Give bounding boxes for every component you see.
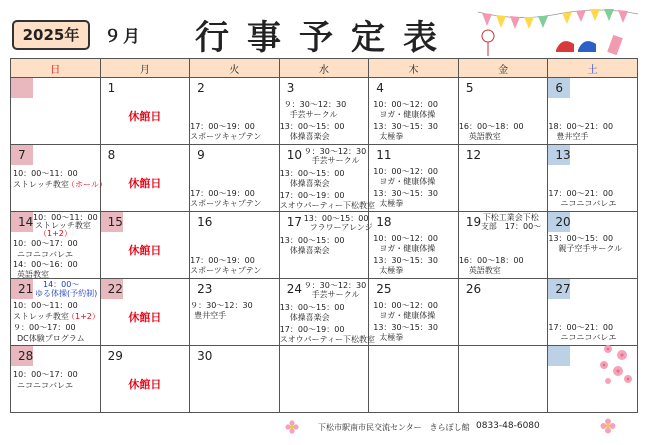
day-number: 8 bbox=[107, 148, 116, 162]
event-text: 体操喜楽会 bbox=[289, 132, 330, 141]
calendar-day-cell bbox=[11, 279, 101, 346]
event-text: ヨガ・健康体操 bbox=[379, 177, 436, 186]
saturday-marker bbox=[548, 346, 570, 366]
calendar-day-cell bbox=[190, 279, 280, 346]
day-number: 19 bbox=[465, 215, 482, 229]
calendar-day-cell bbox=[369, 212, 459, 279]
weekday-header-row bbox=[11, 59, 638, 78]
event-text: 14：00～16：00 bbox=[13, 260, 78, 269]
calendar-day-cell bbox=[190, 145, 280, 212]
event-text: ニコニコバレエ bbox=[17, 250, 73, 259]
day-number: 23 bbox=[197, 282, 213, 296]
calendar-day-cell bbox=[100, 212, 190, 279]
event-text: 豊井空手 bbox=[556, 132, 589, 141]
weekday-header: 木 bbox=[369, 59, 459, 78]
day-number: 3 bbox=[286, 81, 295, 95]
calendar-day-cell bbox=[369, 279, 459, 346]
event-text: 10：00～11：00 bbox=[33, 213, 98, 222]
calendar-day-cell bbox=[11, 346, 101, 413]
event-text: ストレッチ教室 bbox=[35, 221, 91, 230]
event-text: （1+2） bbox=[39, 229, 72, 238]
event-text: 手芸サークル bbox=[311, 290, 360, 299]
event-text: 13：00～15：00 bbox=[279, 169, 345, 178]
calendar-day-cell bbox=[100, 279, 190, 346]
day-number: 28 bbox=[18, 349, 34, 363]
event-text: ニコニコバレエ bbox=[560, 199, 617, 208]
event-text: 豊井空手 bbox=[194, 311, 227, 320]
event-text: 太極拳 bbox=[379, 266, 404, 275]
calendar-table bbox=[10, 58, 638, 413]
event-text: 英語教室 bbox=[468, 132, 501, 141]
event-text: 10：00～11：00 bbox=[13, 169, 78, 178]
event-text: 体操喜楽会 bbox=[289, 246, 330, 255]
closed-day-label: 休館日 bbox=[128, 244, 162, 257]
event-text: 13：00～15：00 bbox=[303, 214, 369, 223]
day-number: 6 bbox=[555, 81, 564, 95]
closed-day-label: 休館日 bbox=[128, 177, 162, 190]
event-text: 10：00～17：00 bbox=[13, 370, 78, 379]
day-number: 7 bbox=[18, 148, 26, 162]
calendar-week-row bbox=[11, 145, 638, 212]
event-text: 体操喜楽会 bbox=[289, 179, 330, 188]
calendar-day-cell bbox=[100, 145, 190, 212]
event-text: スポーツキャプテン bbox=[190, 266, 262, 275]
event-text: 16：00～18：00 bbox=[458, 122, 524, 131]
day-number: 14 bbox=[18, 215, 34, 229]
event-text: 13：00～15：00 bbox=[279, 236, 345, 245]
event-text: 10：00～11：00 bbox=[13, 301, 78, 310]
event-text: 17：00～21：00 bbox=[548, 323, 614, 332]
day-number: 10 bbox=[286, 148, 302, 162]
day-number: 24 bbox=[286, 282, 302, 296]
calendar-day-cell bbox=[279, 346, 369, 413]
calendar-day-cell bbox=[458, 212, 548, 279]
event-text: 10：00～17：00 bbox=[13, 239, 78, 248]
calendar-day-cell bbox=[11, 145, 107, 212]
day-number: 16 bbox=[197, 215, 213, 229]
calendar-day-cell bbox=[548, 212, 638, 279]
weekday-header: 火 bbox=[190, 59, 280, 78]
day-number: 2 bbox=[197, 81, 205, 95]
calendar-day-cell bbox=[190, 78, 280, 145]
event-text: 太極拳 bbox=[379, 132, 404, 141]
calendar-day-cell bbox=[458, 78, 548, 145]
day-number: 4 bbox=[376, 81, 384, 95]
closed-day-label: 休館日 bbox=[128, 311, 162, 324]
event-text: 手芸サークル bbox=[311, 156, 360, 165]
calendar-week-row bbox=[11, 212, 638, 279]
calendar-week-row bbox=[11, 346, 638, 413]
day-number: 30 bbox=[197, 349, 213, 363]
flower-icon bbox=[600, 418, 616, 434]
event-text: （ホール） bbox=[67, 180, 107, 189]
event-text: DC体験プログラム bbox=[17, 334, 85, 343]
day-number: 17 bbox=[286, 215, 302, 229]
calendar-body bbox=[11, 78, 638, 413]
event-text: 太極拳 bbox=[379, 199, 404, 208]
cosmos-flowers-decoration bbox=[596, 341, 636, 389]
day-number: 12 bbox=[465, 148, 482, 162]
event-text: ニコニコバレエ bbox=[560, 333, 617, 342]
event-text: 10：00～12：00 bbox=[373, 100, 438, 109]
event-text: ９：30～12：30 bbox=[303, 147, 367, 156]
day-number: 20 bbox=[555, 215, 571, 229]
event-text: 手芸サークル bbox=[289, 110, 338, 119]
month-label: ９月 bbox=[104, 27, 142, 47]
calendar-day-cell bbox=[190, 212, 280, 279]
day-number: 13 bbox=[555, 148, 571, 162]
event-text: フラワーアレンジ bbox=[309, 223, 373, 232]
calendar-day-cell bbox=[279, 212, 373, 279]
flower-icon bbox=[285, 420, 299, 434]
calendar-day-cell bbox=[11, 78, 101, 145]
event-text: 支部 17：00～ bbox=[480, 222, 542, 231]
event-text: ９：00～17：00 bbox=[13, 323, 76, 332]
event-text: 英語教室 bbox=[17, 270, 49, 279]
event-text: 13：30～15：30 bbox=[373, 122, 438, 131]
event-text: 13：00～15：00 bbox=[279, 122, 345, 131]
holiday-marker bbox=[11, 78, 33, 98]
weekday-header: 月 bbox=[100, 59, 190, 78]
event-text: 10：00～12：00 bbox=[373, 167, 438, 176]
weekday-header: 水 bbox=[279, 59, 369, 78]
day-number: 9 bbox=[197, 148, 205, 162]
weekday-header: 土 bbox=[548, 59, 638, 78]
calendar-day-cell bbox=[458, 279, 548, 346]
event-text: 17：00～19：00 bbox=[190, 122, 255, 131]
event-text: 18：00～21：00 bbox=[548, 122, 614, 131]
event-text: 10：00～12：00 bbox=[373, 234, 438, 243]
event-text: ヨガ・健康体操 bbox=[379, 311, 436, 320]
event-text: 体操喜楽会 bbox=[289, 313, 330, 322]
closed-day-label: 休館日 bbox=[128, 110, 162, 123]
calendar-day-cell bbox=[279, 78, 369, 145]
calendar-day-cell bbox=[458, 346, 548, 413]
calendar-day-cell bbox=[369, 145, 459, 212]
page-title: 行事予定表 bbox=[195, 18, 455, 58]
event-text: 太極拳 bbox=[379, 333, 404, 342]
calendar-week-row bbox=[11, 279, 638, 346]
event-text: ストレッチ教室 bbox=[13, 180, 69, 189]
event-text: 16：00～18：00 bbox=[458, 256, 524, 265]
event-text: 17：00～21：00 bbox=[548, 189, 614, 198]
event-text: スポーツキャプテン bbox=[190, 199, 262, 208]
weekday-header: 金 bbox=[458, 59, 548, 78]
event-text: ９：30～12：30 bbox=[190, 301, 253, 310]
event-text: ヨガ・健康体操 bbox=[379, 110, 436, 119]
event-text: 14：00～ bbox=[43, 280, 80, 289]
event-text: 親子空手サークル bbox=[558, 244, 623, 253]
event-text: スポーツキャプテン bbox=[190, 132, 262, 141]
event-text: 13：30～15：30 bbox=[373, 189, 438, 198]
calendar-day-cell bbox=[548, 279, 638, 346]
event-text: 17：00～19：00 bbox=[279, 325, 345, 334]
event-text: 13：30～15：30 bbox=[373, 256, 438, 265]
phone-number: 0833-48-6080 bbox=[476, 421, 540, 431]
event-text: ９：30～12：30 bbox=[303, 281, 367, 290]
event-text: ストレッチ教室 bbox=[13, 312, 69, 321]
calendar-day-cell bbox=[548, 78, 638, 145]
event-text: スオウパーティー下松教室 bbox=[279, 201, 376, 210]
event-text: 13：00～15：00 bbox=[548, 234, 614, 243]
calendar-day-cell bbox=[458, 145, 548, 212]
day-number: 27 bbox=[555, 282, 571, 296]
day-number: 29 bbox=[107, 349, 123, 363]
day-number: 21 bbox=[18, 282, 34, 296]
calendar-day-cell bbox=[100, 346, 190, 413]
event-text: 17：00～19：00 bbox=[279, 191, 345, 200]
event-text: 13：00～15：00 bbox=[279, 303, 345, 312]
bunting-decoration bbox=[478, 6, 638, 58]
event-text: スオウパーティー下松教室 bbox=[279, 335, 376, 344]
event-text: 13：30～15：30 bbox=[373, 323, 438, 332]
day-number: 15 bbox=[107, 215, 123, 229]
day-number: 5 bbox=[465, 81, 474, 95]
day-number: 18 bbox=[376, 215, 392, 229]
event-text: （1+2） bbox=[67, 312, 100, 321]
event-text: ヨガ・健康体操 bbox=[379, 244, 436, 253]
day-number: 26 bbox=[465, 282, 482, 296]
day-number: 22 bbox=[107, 282, 123, 296]
event-text: ニコニコバレエ bbox=[17, 381, 73, 390]
day-number: 1 bbox=[107, 81, 116, 95]
calendar-day-cell bbox=[279, 279, 376, 346]
day-number: 25 bbox=[376, 282, 392, 296]
calendar-day-cell bbox=[548, 145, 638, 212]
calendar-day-cell bbox=[279, 145, 376, 212]
calendar-day-cell bbox=[11, 212, 101, 279]
event-text: ゆる体操(予約制) bbox=[35, 289, 98, 298]
event-text: 10：00～12：00 bbox=[373, 301, 438, 310]
calendar-day-cell bbox=[190, 346, 280, 413]
event-text: 英語教室 bbox=[468, 266, 501, 275]
calendar-day-cell bbox=[369, 78, 459, 145]
event-text: 下松工業会下松 bbox=[482, 213, 539, 222]
event-text: 17：00～19：00 bbox=[190, 189, 255, 198]
organization-name: 下松市駅南市民交流センター きらぼし館 bbox=[318, 423, 470, 432]
event-text: 17：00～19：00 bbox=[190, 256, 255, 265]
calendar-week-row bbox=[11, 78, 638, 145]
day-number: 11 bbox=[376, 148, 392, 162]
event-text: ９：30～12：30 bbox=[283, 100, 347, 109]
year-badge: 2025年 bbox=[12, 20, 90, 50]
calendar-day-cell bbox=[100, 78, 190, 145]
calendar-day-cell bbox=[369, 346, 459, 413]
closed-day-label: 休館日 bbox=[128, 378, 162, 391]
weekday-header: 日 bbox=[11, 59, 101, 78]
